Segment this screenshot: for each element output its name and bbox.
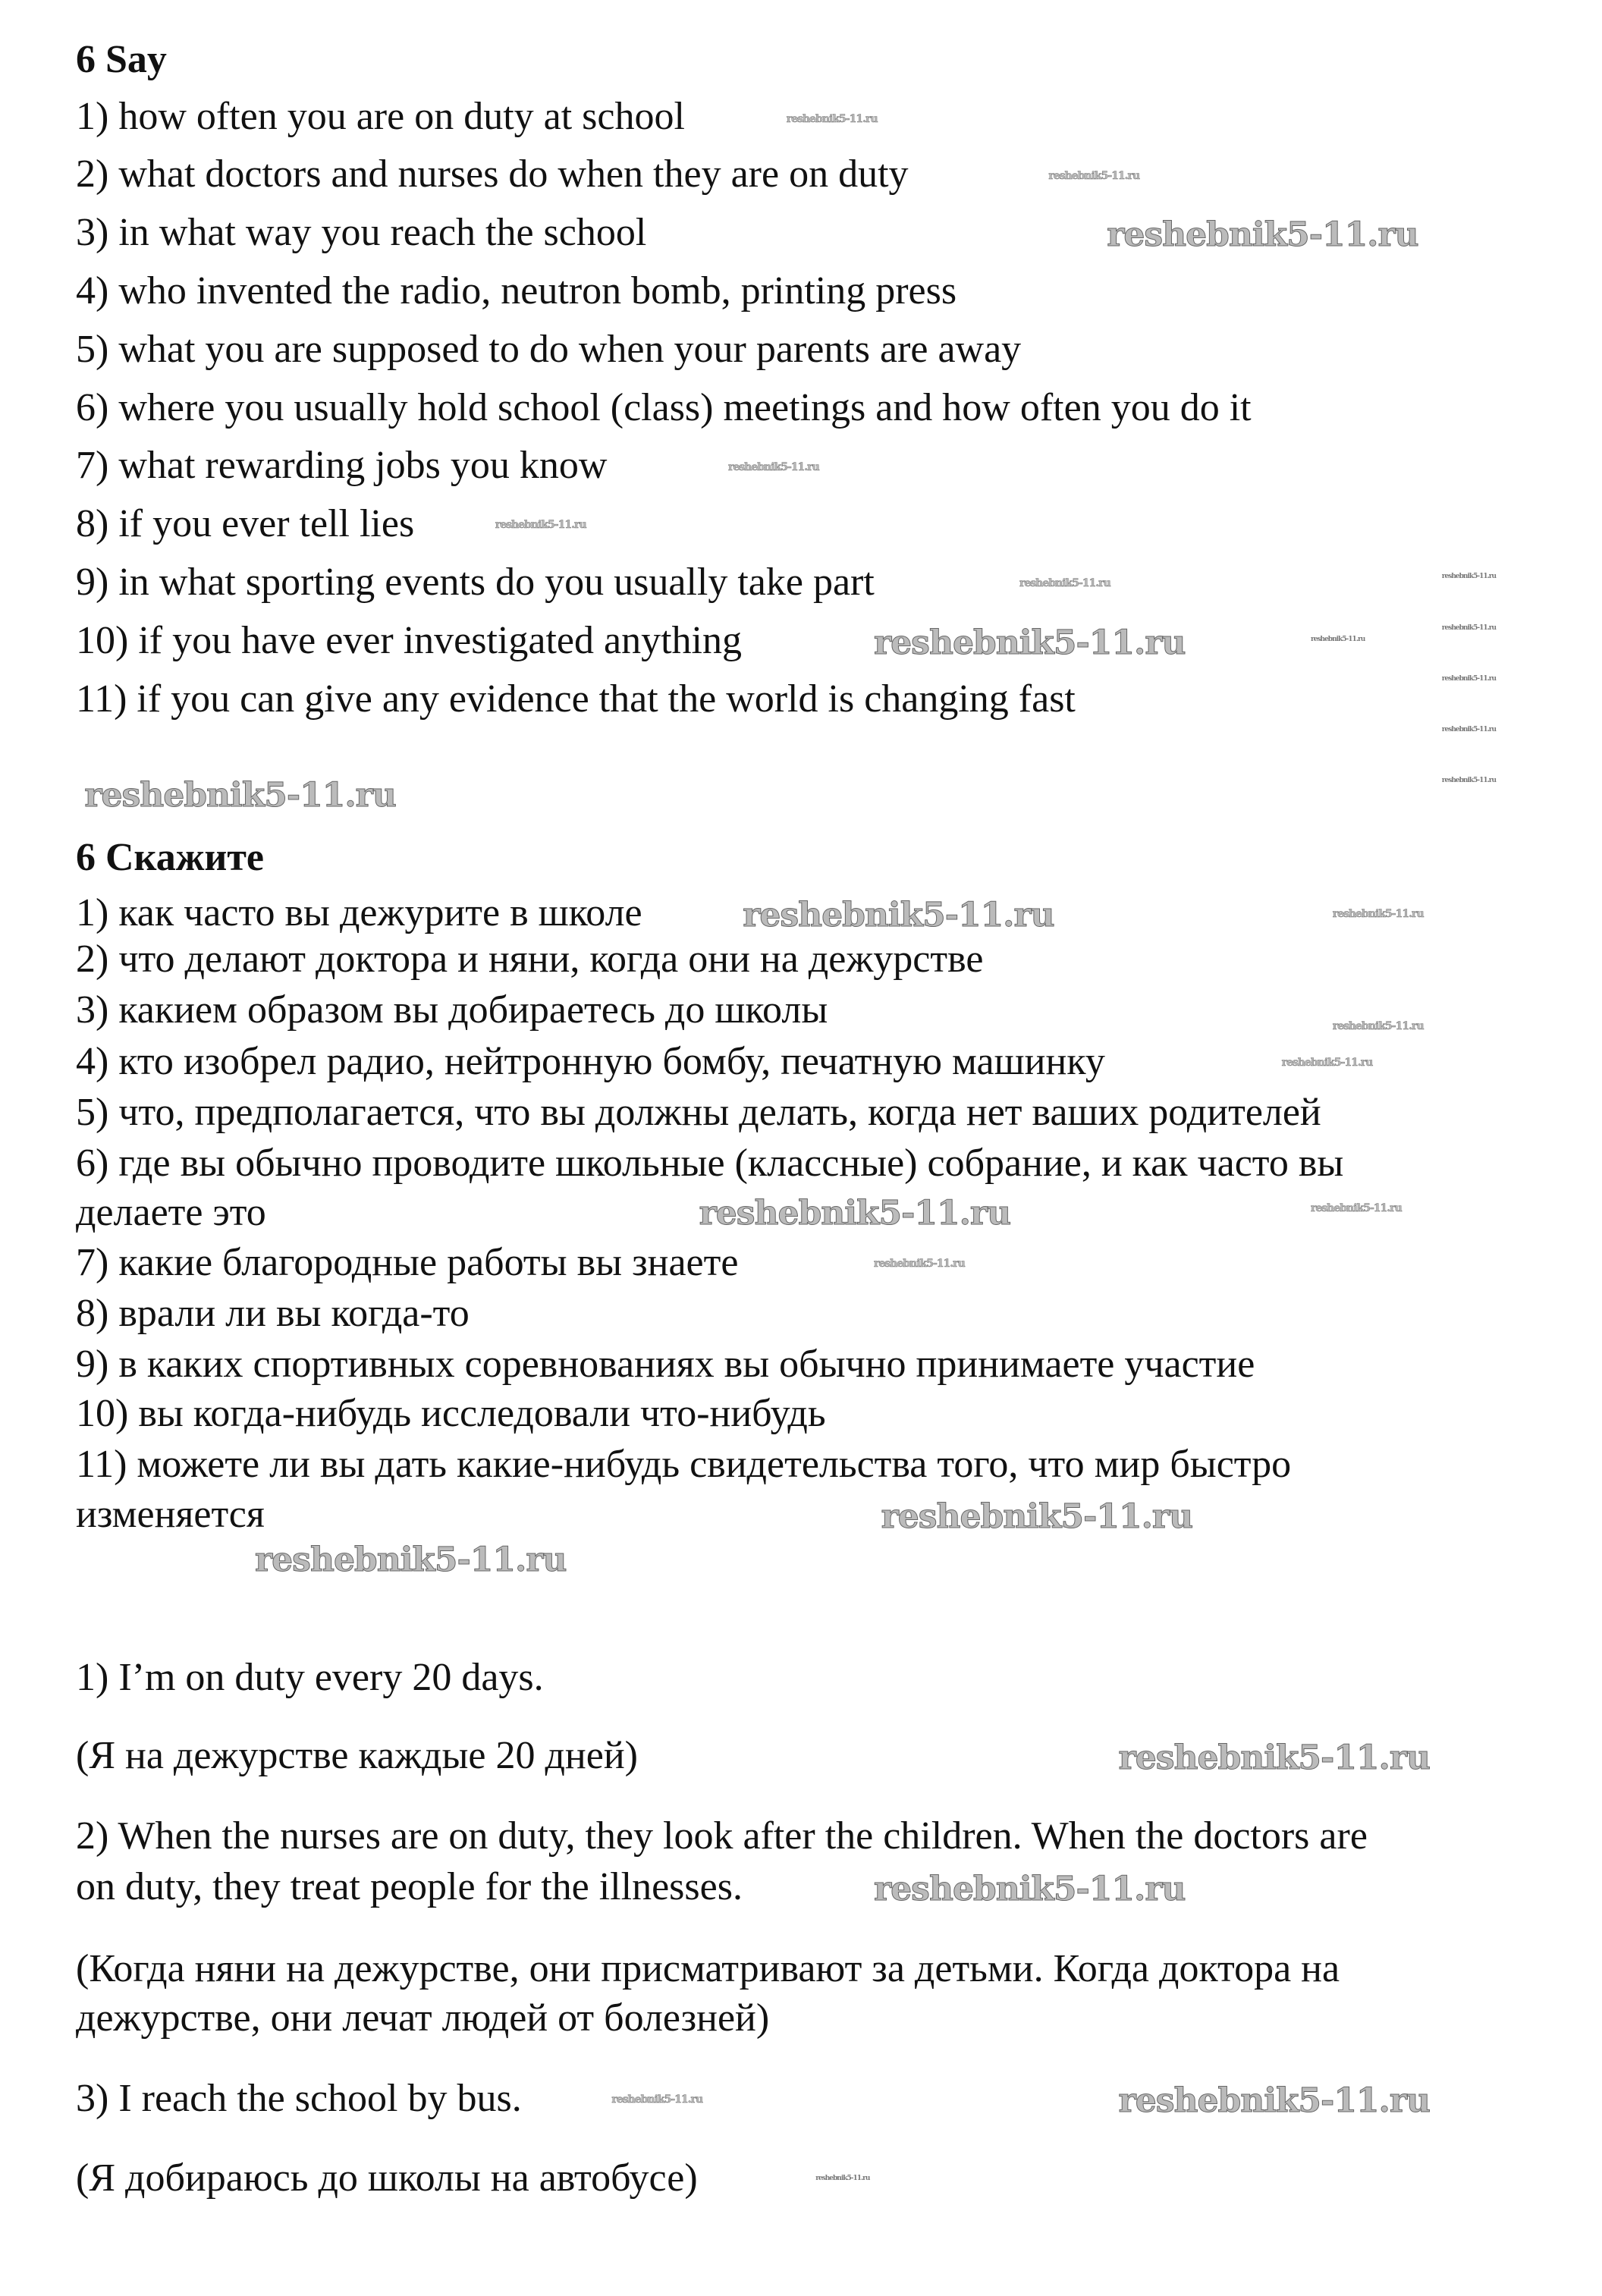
translation-line: 1) как часто вы дежурите в школе (76, 890, 642, 934)
question-item: 7) what rewarding jobs you know (76, 444, 608, 488)
watermark: reshebnik5-11.ru (874, 623, 1186, 662)
watermark: reshebnik5-11.ru (728, 460, 819, 473)
watermark: reshebnik5-11.ru (84, 776, 396, 815)
translation-line: 2) что делают доктора и няни, когда они на дежурстве (76, 938, 984, 982)
question-item: 10) if you have ever investigated anything (76, 618, 742, 662)
watermark: reshebnik5-11.ru (1118, 2081, 1431, 2120)
question-item: 3) in what way you reach the school (76, 211, 647, 255)
watermark: reshebnik5-11.ru (874, 1257, 965, 1270)
watermark: reshebnik5-11.ru (699, 1194, 1011, 1233)
watermark: reshebnik5-11.ru (1118, 1738, 1431, 1778)
watermark: reshebnik5-11.ru (1019, 577, 1110, 590)
question-item: 8) if you ever tell lies (76, 502, 415, 546)
watermark: reshebnik5-11.ru (611, 2093, 703, 2106)
question-item: 2) what doctors and nurses do when they are on duty (76, 152, 909, 196)
translation-line: 10) вы когда-нибудь исследовали что-нибудь (76, 1392, 826, 1436)
translation-line: 7) какие благородные работы вы знаете (76, 1240, 739, 1284)
watermark: reshebnik5-11.ru (1441, 777, 1497, 785)
answer-line: on duty, they treat people for the illnesses. (76, 1865, 743, 1909)
question-item: 6) where you usually hold school (class) meetings and how often you do it (76, 385, 1252, 429)
answer-line: (Я добираюсь до школы на автобусе) (76, 2156, 698, 2200)
question-item: 4) who invented the radio, neutron bomb, printing press (76, 269, 957, 313)
watermark: reshebnik5-11.ru (786, 112, 878, 125)
translation-line: 9) в каких спортивных соревнованиях вы обычно принимаете участие (76, 1342, 1255, 1386)
question-item: 11) if you can give any evidence that the world is changing fast (76, 677, 1076, 721)
watermark: reshebnik5-11.ru (815, 2175, 870, 2183)
watermark: reshebnik5-11.ru (1107, 215, 1418, 254)
translation-line: 6) где вы обычно проводите школьные (классные) собрание, и как часто вы (76, 1142, 1344, 1185)
question-item: 1) how often you are on duty at school (76, 94, 685, 138)
watermark: reshebnik5-11.ru (1311, 636, 1365, 644)
watermark: reshebnik5-11.ru (1281, 1056, 1373, 1069)
translation-line: 8) врали ли вы когда-то (76, 1291, 470, 1335)
translation-line: изменяется (76, 1492, 265, 1536)
translation-line: делаете это (76, 1191, 266, 1235)
section-heading-russian: 6 Скажите (76, 835, 265, 879)
answer-line: (Я на дежурстве каждые 20 дней) (76, 1734, 638, 1778)
watermark: reshebnik5-11.ru (1441, 573, 1497, 581)
watermark: reshebnik5-11.ru (495, 519, 586, 532)
watermark: reshebnik5-11.ru (1048, 169, 1140, 182)
watermark: reshebnik5-11.ru (1441, 623, 1497, 632)
watermark: reshebnik5-11.ru (1311, 1201, 1402, 1214)
question-item: 9) in what sporting events do you usually take part (76, 560, 875, 604)
translation-line: 4) кто изобрел радио, нейтронную бомбу, печатную машинку (76, 1039, 1105, 1083)
answer-line: 2) When the nurses are on duty, they look after the children. When the doctors are (76, 1814, 1368, 1858)
watermark: reshebnik5-11.ru (881, 1497, 1193, 1536)
watermark: reshebnik5-11.ru (1332, 1019, 1424, 1032)
watermark: reshebnik5-11.ru (743, 895, 1054, 934)
answer-line: (Когда няни на дежурстве, они присматривают за детьми. Когда доктора на (76, 1946, 1340, 1990)
translation-line: 11) можете ли вы дать какие-нибудь свидетельства того, что мир быстро (76, 1443, 1292, 1487)
answer-line: 3) I reach the school by bus. (76, 2076, 522, 2120)
section-heading-english: 6 Say (76, 37, 167, 81)
watermark: reshebnik5-11.ru (874, 1870, 1186, 1909)
translation-line: 5) что, предполагается, что вы должны делать, когда нет ваших родителей (76, 1090, 1321, 1134)
watermark: reshebnik5-11.ru (255, 1541, 567, 1580)
watermark: reshebnik5-11.ru (1441, 726, 1497, 734)
question-item: 5) what you are supposed to do when your parents are away (76, 327, 1022, 371)
watermark: reshebnik5-11.ru (1441, 674, 1497, 683)
watermark: reshebnik5-11.ru (1332, 908, 1424, 921)
answer-line: 1) I’m on duty every 20 days. (76, 1655, 544, 1699)
translation-line: 3) какием образом вы добираетесь до школы (76, 988, 828, 1032)
answer-line: дежурстве, они лечат людей от болезней) (76, 1996, 770, 2040)
